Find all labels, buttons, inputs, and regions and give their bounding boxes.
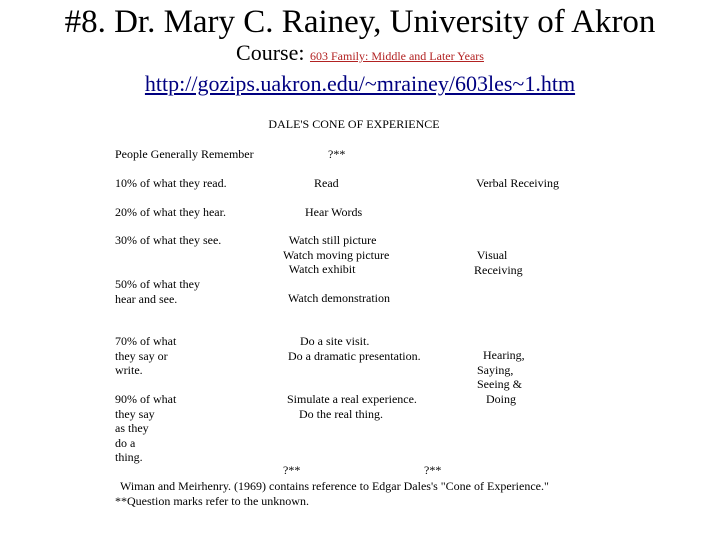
citation: Wiman and Meirhenry. (1969) contains reference to Edgar Dales's "Cone of Experience." — [120, 479, 549, 493]
activity-read: Read — [314, 176, 339, 190]
cone-heading: DALE'S CONE OF EXPERIENCE — [268, 117, 440, 131]
remember-30: 30% of what they see. — [115, 233, 222, 247]
qmarks-bottom-right: ?** — [424, 463, 442, 477]
remember-20: 20% of what they hear. — [115, 205, 226, 219]
remember-70: 70% of what they say or write. — [115, 334, 177, 377]
remember-90: 90% of what they say as they do a thing. — [115, 392, 177, 464]
qmarks-bottom-left: ?** — [283, 463, 301, 477]
remember-50: 50% of what they hear and see. — [115, 277, 200, 306]
activity-watch-demonstration: Watch demonstration — [288, 291, 391, 305]
course-link[interactable]: 603 Family: Middle and Later Years — [309, 49, 484, 63]
course-url-link[interactable]: http://gozips.uakron.edu/~mrainey/603les~1.htm — [144, 71, 576, 96]
activity-watch-pictures: Watch still picture Watch moving picture Watch exhibit — [283, 233, 390, 276]
activity-hear-words: Hear Words — [305, 205, 363, 219]
course-label: Course: — [236, 40, 305, 65]
remember-10: 10% of what they read. — [115, 176, 227, 190]
course-line — [0, 40, 720, 69]
qmarks-top: ?** — [328, 147, 346, 161]
remember-header: People Generally Remember — [115, 147, 254, 161]
type-hearing-saying-seeing-doing: Hearing, Saying, Seeing & Doing — [477, 348, 525, 406]
type-verbal-receiving: Verbal Receiving — [476, 176, 559, 190]
activity-simulate: Simulate a real experience. Do the real thing. — [287, 392, 417, 421]
activity-site-visit: Do a site visit. Do a dramatic presentation. — [288, 334, 421, 363]
footnote: **Question marks refer to the unknown. — [115, 494, 309, 508]
type-visual-receiving: Visual Receiving — [474, 248, 523, 277]
page-title: #8. Dr. Mary C. Rainey, University of Akron — [64, 4, 656, 40]
